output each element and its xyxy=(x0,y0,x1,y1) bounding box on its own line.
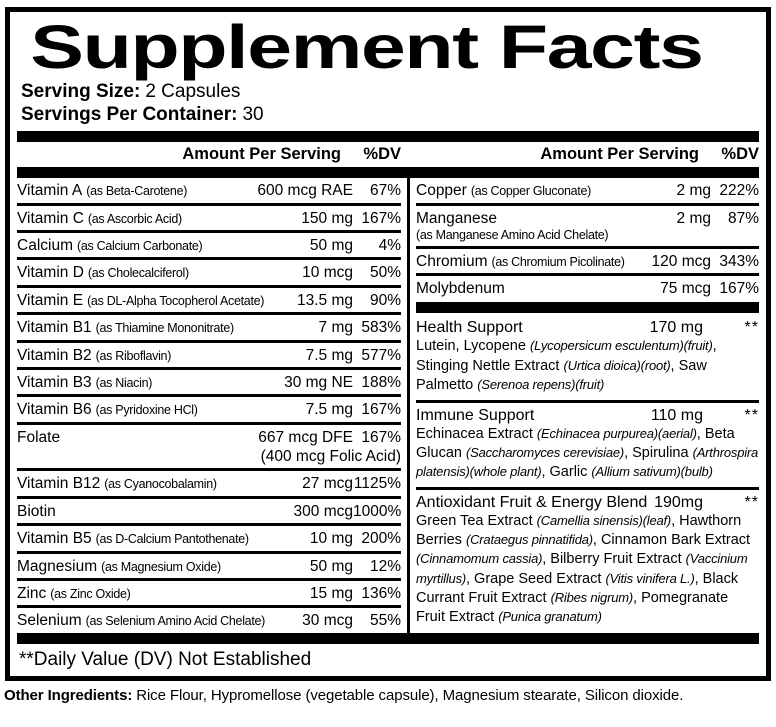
nutrient-row xyxy=(17,257,401,284)
nutrient-amount: 27 mcg xyxy=(302,475,353,493)
nutrient-source: (as DL-Alpha Tocopherol Acetate) xyxy=(87,293,265,308)
ingredient-name: , Saw Palmetto xyxy=(416,357,707,393)
botanical-name: (Punica granatum) xyxy=(498,608,602,624)
blend-section xyxy=(416,400,759,487)
nutrient-dv: 50% xyxy=(369,264,401,282)
nutrient-name-cell xyxy=(416,181,673,200)
blend-dv: ** xyxy=(744,494,759,512)
nutrient-name: Manganese xyxy=(416,209,498,227)
nutrient-name-cell xyxy=(17,181,253,200)
botanical-name: (Crataegus pinnatifida) xyxy=(465,532,593,548)
botanical-name: (Ribes nigrum) xyxy=(550,589,634,605)
nutrient-dv: 583% xyxy=(361,319,401,337)
thick-rule-bottom xyxy=(17,633,759,644)
nutrient-row xyxy=(416,178,759,202)
nutrient-name: Vitamin D xyxy=(17,264,84,282)
nutrient-dv: 167% xyxy=(361,209,401,227)
nutrient-source: (as Cholecalciferol) xyxy=(87,266,189,281)
nutrient-row xyxy=(17,468,401,495)
nutrient-source: (as Calcium Carbonate) xyxy=(76,239,203,254)
blend-sections xyxy=(416,315,759,632)
thick-rule-top xyxy=(17,131,759,142)
nutrient-row xyxy=(17,422,401,469)
nutrient-source: (as Niacin) xyxy=(95,375,153,390)
botanical-name: (Camellia sinensis)(leaf) xyxy=(536,513,672,529)
servings-per-container-label: Servings Per Container: xyxy=(21,104,238,126)
nutrient-name-cell xyxy=(416,252,648,271)
nutrient-row xyxy=(17,312,401,339)
nutrient-name-cell xyxy=(17,209,297,228)
nutrient-dv: 577% xyxy=(361,346,401,364)
blend-amount: 190mg xyxy=(654,494,703,512)
nutrient-dv: 222% xyxy=(719,182,759,200)
nutrient-amount: 30 mcg xyxy=(302,612,353,630)
blend-header xyxy=(416,319,759,337)
servings-per-container-line xyxy=(17,103,759,126)
nutrient-name: Chromium xyxy=(416,252,488,270)
other-ingredients-label: Other Ingredients: xyxy=(4,686,133,704)
botanical-name: (Vaccinium myrtillus) xyxy=(416,551,748,586)
botanical-name: (Arthrospira platensis)(whole plant) xyxy=(416,444,759,480)
nutrient-name: Vitamin A xyxy=(17,182,83,200)
nutrient-name-cell xyxy=(17,529,306,548)
panel-title: Supplement Facts xyxy=(30,13,703,81)
botanical-name: (Echinacea purpurea)(aerial) xyxy=(536,425,697,441)
nutrient-dv: 90% xyxy=(369,291,401,309)
botanical-name: (Saccharomyces cerevisiae) xyxy=(465,444,625,460)
ingredient-name: Echinacea Extract xyxy=(416,425,537,442)
nutrient-amount: 7.5 mg xyxy=(305,346,353,364)
nutrient-row xyxy=(17,523,401,550)
nutrient-name: Vitamin B6 xyxy=(17,401,92,419)
right-nutrient-column xyxy=(416,178,759,632)
ingredient-name: , Bilberry Fruit Extract xyxy=(542,551,686,568)
thick-rule-after-minerals xyxy=(416,302,759,313)
nutrient-row xyxy=(17,178,401,202)
nutrient-amount: 7.5 mg xyxy=(305,401,353,419)
blend-header xyxy=(416,494,759,512)
nutrient-amount: 13.5 mg xyxy=(296,291,353,309)
nutrient-row xyxy=(17,230,401,257)
nutrient-row xyxy=(416,273,759,300)
nutrient-name-cell xyxy=(416,279,656,298)
blend-name: Antioxidant Fruit & Energy Blend xyxy=(416,494,648,512)
ingredient-name: Lutein, Lycopene xyxy=(416,338,530,355)
nutrient-amount: 75 mcg xyxy=(660,280,711,298)
nutrient-name: Vitamin C xyxy=(17,209,84,227)
blend-ingredients xyxy=(416,512,759,627)
nutrient-amount: 7 mg xyxy=(318,319,353,337)
botanical-name: (Serenoa repens)(fruit) xyxy=(477,376,605,392)
nutrient-name-cell xyxy=(17,400,302,419)
ingredient-name: , Black Currant Fruit Extract xyxy=(416,570,739,606)
ingredient-name: , Hawthorn Berries xyxy=(416,513,742,549)
left-column-header xyxy=(17,145,401,164)
botanical-name: (Allium sativum)(bulb) xyxy=(591,464,713,480)
amount-per-serving-header: Amount Per Serving xyxy=(182,145,341,164)
nutrient-amount: 2 mg xyxy=(676,209,711,227)
minerals-rows xyxy=(416,178,759,300)
nutrient-name: Copper xyxy=(416,182,467,200)
botanical-name: (Cinnamomum cassia) xyxy=(416,551,543,567)
botanical-name: (Lycopersicum esculentum)(fruit) xyxy=(529,338,713,354)
nutrient-row xyxy=(17,394,401,421)
nutrient-name-cell xyxy=(17,474,298,493)
supplement-label-page xyxy=(0,7,776,727)
nutrient-dv: 12% xyxy=(369,557,401,575)
nutrient-row xyxy=(17,551,401,578)
other-ingredients-text: Rice Flour, Hypromellose (vegetable capsule), Magnesium stearate, Silicon dioxide. xyxy=(136,686,684,704)
ingredient-name: Green Tea Extract xyxy=(416,513,537,530)
nutrient-name: Vitamin E xyxy=(17,291,84,309)
botanical-name: (Vitis vinifera L.) xyxy=(605,570,695,586)
blend-ingredients xyxy=(416,425,759,482)
nutrient-amount: 30 mg NE xyxy=(284,373,353,391)
nutrient-name-cell xyxy=(17,263,298,282)
nutrient-name-cell xyxy=(17,236,306,255)
nutrient-name-cell xyxy=(17,557,306,576)
nutrient-name: Zinc xyxy=(17,584,47,602)
nutrient-name-cell xyxy=(17,291,293,310)
nutrient-row xyxy=(17,578,401,605)
nutrient-dv: 4% xyxy=(378,237,401,255)
nutrient-source: (as Thiamine Mononitrate) xyxy=(95,321,234,336)
blend-ingredients xyxy=(416,337,759,394)
right-column-header xyxy=(416,145,759,164)
nutrient-source: (as Riboflavin) xyxy=(95,348,172,363)
nutrient-amount: 150 mg xyxy=(301,209,353,227)
ingredient-name: , Garlic xyxy=(541,464,592,481)
thick-rule-under-headers xyxy=(17,167,759,178)
ingredient-name: , Cinnamon Bark Extract xyxy=(592,532,751,549)
nutrient-amount: 15 mg xyxy=(309,584,353,602)
blend-amount: 170 mg xyxy=(649,319,703,337)
nutrient-name-cell xyxy=(17,373,280,392)
nutrient-name-cell xyxy=(17,346,302,365)
nutrient-source: (as Manganese Amino Acid Chelate) xyxy=(416,228,609,243)
ingredient-name: , Stinging Nettle Extract xyxy=(416,338,717,374)
nutrient-dv: 1000% xyxy=(353,502,402,520)
nutrient-amount: 10 mg xyxy=(309,530,353,548)
nutrient-dv: 87% xyxy=(727,209,759,227)
nutrient-name-cell xyxy=(17,611,298,630)
nutrient-amount: 50 mg xyxy=(309,557,353,575)
nutrient-row xyxy=(17,367,401,394)
nutrient-name: Folate xyxy=(17,428,61,446)
nutrient-amount: 120 mcg xyxy=(651,252,711,270)
percent-dv-header: %DV xyxy=(721,145,759,164)
nutrient-dv: 136% xyxy=(361,584,401,602)
nutrient-name: Vitamin B5 xyxy=(17,530,92,548)
nutrient-source: (as Selenium Amino Acid Chelate) xyxy=(85,614,266,629)
nutrient-name: Selenium xyxy=(17,612,82,630)
nutrient-source: (as Ascorbic Acid) xyxy=(87,211,182,226)
nutrient-amount: 600 mcg RAE xyxy=(257,182,353,200)
nutrient-amount: 50 mg xyxy=(309,237,353,255)
nutrient-source: (as Magnesium Oxide) xyxy=(101,559,221,574)
nutrient-name: Vitamin B1 xyxy=(17,319,92,337)
nutrient-amount: 300 mcg xyxy=(293,502,353,520)
nutrient-name-cell xyxy=(17,428,254,447)
nutrient-source: (as Cyanocobalamin) xyxy=(104,477,217,492)
blend-header xyxy=(416,407,759,425)
nutrient-amount: 667 mcg DFE xyxy=(258,428,353,446)
nutrient-name: Vitamin B2 xyxy=(17,346,92,364)
nutrient-dv: 1125% xyxy=(353,475,401,493)
column-headers xyxy=(17,142,759,167)
nutrient-dv: 200% xyxy=(361,530,401,548)
servings-per-container-value: 30 xyxy=(242,104,264,126)
column-divider xyxy=(407,178,410,632)
ingredient-name: , Pomegranate Fruit Extract xyxy=(416,589,729,625)
nutrient-name: Molybdenum xyxy=(416,280,505,298)
nutrient-name: Calcium xyxy=(17,237,73,255)
nutrient-amount: 2 mg xyxy=(676,182,711,200)
nutrient-amount: 10 mcg xyxy=(302,264,353,282)
nutrient-name: Magnesium xyxy=(17,557,98,575)
nutrient-dv: 167% xyxy=(361,401,401,419)
nutrient-dv: 167% xyxy=(719,280,759,298)
nutrient-dv: 67% xyxy=(369,182,401,200)
left-nutrient-column xyxy=(17,178,401,632)
nutrient-source: (as Chromium Picolinate) xyxy=(491,254,625,269)
nutrient-row xyxy=(416,203,759,246)
ingredient-name: , Grape Seed Extract xyxy=(466,570,606,587)
nutrient-row xyxy=(17,496,401,523)
nutrient-source: (as Pyridoxine HCl) xyxy=(95,403,198,418)
nutrient-name-cell xyxy=(17,318,315,337)
nutrient-row xyxy=(17,605,401,632)
supplement-facts-panel xyxy=(5,7,771,681)
nutrient-dv: 343% xyxy=(719,252,759,270)
blend-name: Immune Support xyxy=(416,406,535,424)
nutrient-source: (as Beta-Carotene) xyxy=(86,184,188,199)
nutrient-row xyxy=(17,203,401,230)
serving-size-label: Serving Size: xyxy=(21,81,141,102)
nutrient-name: Vitamin B3 xyxy=(17,373,92,391)
nutrient-row xyxy=(17,340,401,367)
percent-dv-header: %DV xyxy=(363,145,401,164)
nutrient-name-cell xyxy=(17,584,306,603)
nutrient-name: Biotin xyxy=(17,502,56,520)
nutrient-source: (as Zinc Oxide) xyxy=(50,586,131,601)
serving-size-line xyxy=(17,80,759,103)
nutrient-row xyxy=(416,246,759,273)
nutrient-dv: 188% xyxy=(361,373,401,391)
serving-size-value: 2 Capsules xyxy=(145,81,241,102)
ingredient-name: , Spirulina xyxy=(624,444,693,461)
nutrient-name-cell xyxy=(17,502,290,521)
dv-footnote: **Daily Value (DV) Not Established xyxy=(19,648,312,670)
nutrient-dv: 167% xyxy=(361,428,401,446)
nutrient-row xyxy=(17,285,401,312)
nutrient-source: (as Copper Gluconate) xyxy=(470,184,591,199)
amount-per-serving-header: Amount Per Serving xyxy=(540,145,699,164)
blend-dv: ** xyxy=(744,406,759,424)
botanical-name: (Urtica dioica)(root) xyxy=(563,357,671,373)
other-ingredients xyxy=(0,681,776,704)
blend-name: Health Support xyxy=(416,319,523,337)
nutrient-name-cell xyxy=(416,209,673,244)
nutrient-amount-note: (400 mcg Folic Acid) xyxy=(260,448,401,466)
blend-amount: 110 mg xyxy=(650,406,703,424)
ingredient-name: , Beta Glucan xyxy=(416,425,735,461)
nutrient-name: Vitamin B12 xyxy=(17,475,101,493)
blend-dv: ** xyxy=(744,319,759,337)
nutrient-source: (as D-Calcium Pantothenate) xyxy=(95,532,249,547)
blend-section xyxy=(416,315,759,399)
nutrient-dv: 55% xyxy=(369,612,401,630)
nutrient-columns xyxy=(17,178,759,632)
blend-section xyxy=(416,487,759,632)
